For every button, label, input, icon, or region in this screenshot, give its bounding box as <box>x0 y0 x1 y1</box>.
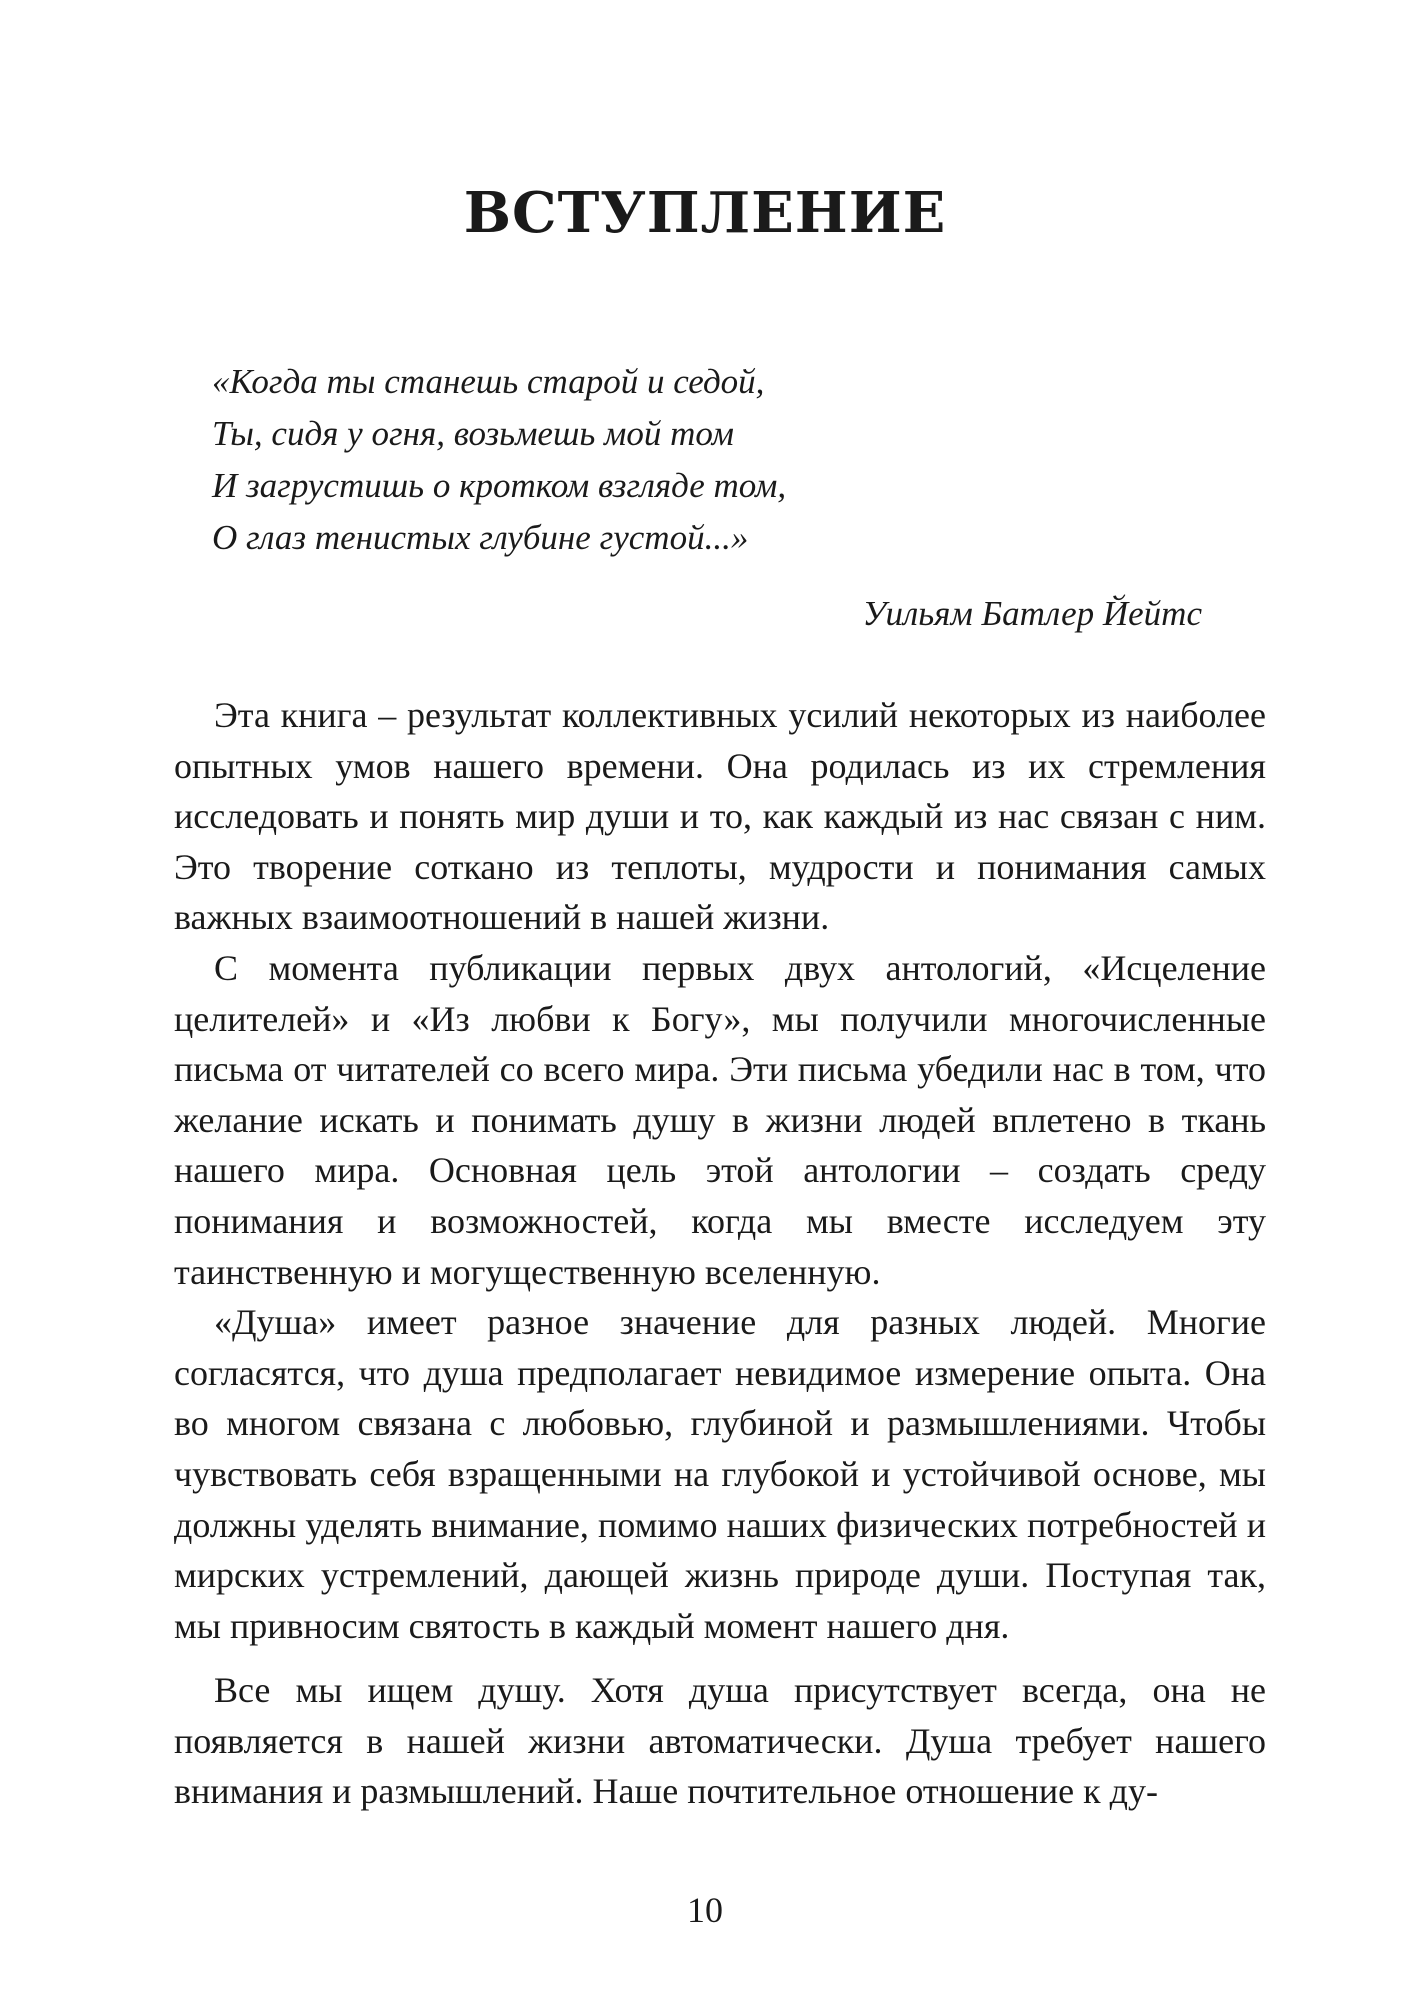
epigraph-author: Уильям Батлер Йейтс <box>862 594 1202 633</box>
body-text <box>174 690 1266 1817</box>
chapter-title: ВСТУПЛЕНИЕ <box>463 180 947 246</box>
epigraph-line: И загрустишь о кротком взгляде том, <box>212 466 787 505</box>
paragraph: «Душа» имеет разное значение для разных людей. Многие согласятся, что душа предполагает невидимое измерение опыта. Она во многом связана с любовью, глубиной и размышлениями. Чтобы чувствовать себя взращенными на глубокой и устойчивой основе, мы должны уделять внимание, помимо наших физических потребностей и мирских устремлений, дающей жизнь природе души. Поступая так, мы привносим святость в каждый момент нашего дня. <box>174 1302 1266 1646</box>
epigraph <box>212 356 1212 564</box>
page-number: 10 <box>687 1890 723 1930</box>
epigraph-line: «Когда ты станешь старой и седой, <box>212 362 765 401</box>
paragraph: Все мы ищем душу. Хотя душа присутствует всегда, она не появляется в нашей жизни автоматически. Душа требует нашего внимания и размышлений. Наше почтительное отношение к ду- <box>174 1670 1266 1812</box>
epigraph-line: О глаз тенистых глубине густой...» <box>212 518 749 557</box>
paragraph: Эта книга – результат коллективных усилий некоторых из наиболее опытных умов нашего времени. Она родилась из их стремления исследовать и понять мир души и то, как каждый из нас связан с ним. Это творение соткано из теплоты, мудрости и понимания самых важных взаимоотношений в нашей жизни. <box>174 695 1266 938</box>
epigraph-line: Ты, сидя у огня, возьмешь мой том <box>212 414 734 453</box>
paragraph: С момента публикации первых двух антологий, «Исцеление целителей» и «Из любви к Богу», мы получили многочисленные письма от читателей со всего мира. Эти письма убедили нас в том, что желание искать и понимать душу в жизни людей вплетено в ткань нашего мира. Основная цель этой антологии – создать среду понимания и возможностей, когда мы вместе исследуем эту таинственную и могущественную вселенную. <box>174 947 1266 1292</box>
